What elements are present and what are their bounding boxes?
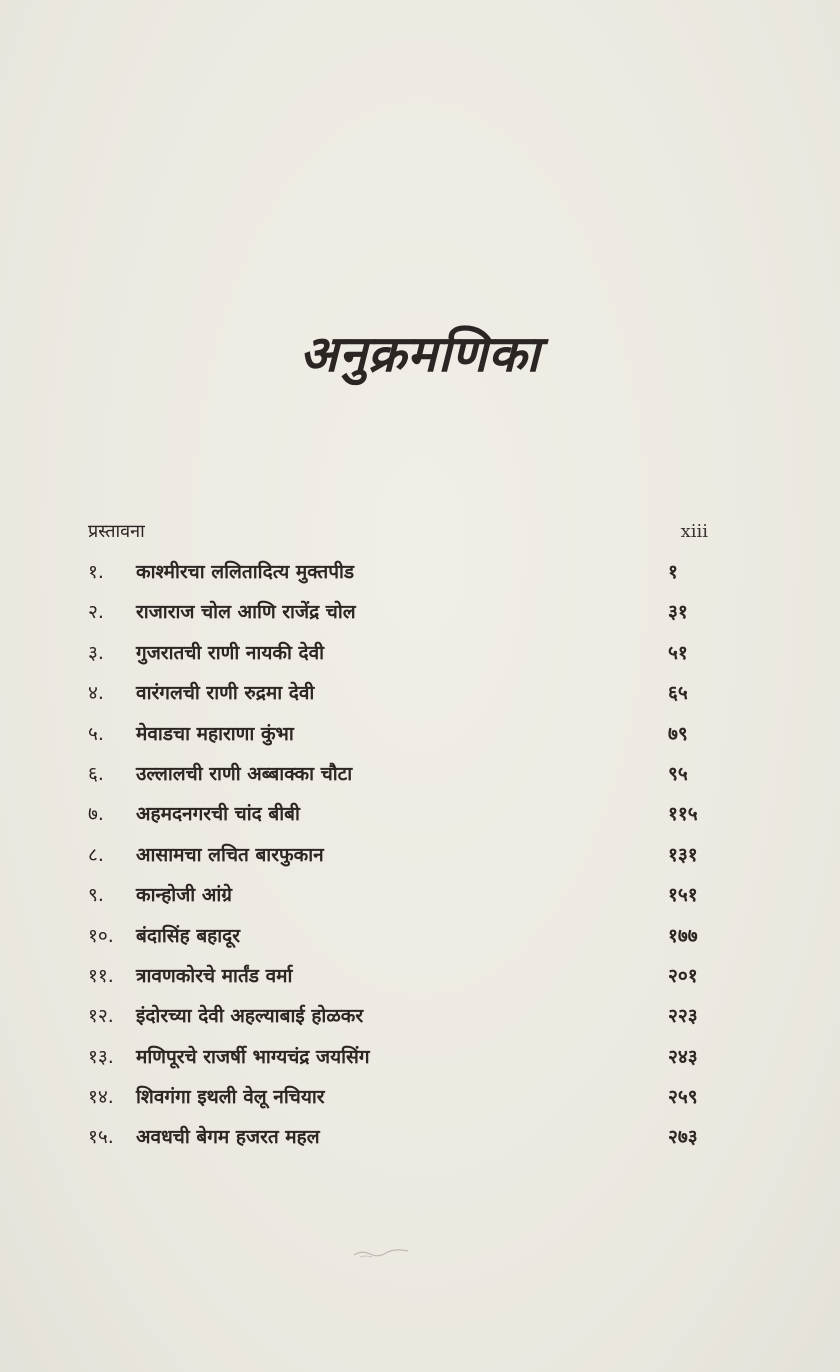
entry-page-number: ६५ bbox=[668, 682, 688, 705]
entry-title: इंदोरच्या देवी अहल्याबाई होळकर bbox=[136, 1005, 364, 1028]
ink-smudge bbox=[352, 1246, 410, 1260]
toc-entry[interactable] bbox=[88, 1037, 722, 1077]
entry-title: मणिपूरचे राजर्षी भाग्यचंद्र जयसिंग bbox=[136, 1045, 370, 1068]
entry-number: २. bbox=[88, 601, 104, 624]
entry-number: ८. bbox=[88, 843, 104, 866]
toc-entry[interactable] bbox=[88, 1077, 722, 1117]
preface-page-number: xiii bbox=[680, 521, 708, 542]
toc-entry[interactable] bbox=[88, 996, 722, 1036]
toc-entry[interactable] bbox=[88, 592, 722, 632]
entry-number: १३. bbox=[88, 1045, 114, 1068]
entry-page-number: २२३ bbox=[668, 1005, 698, 1028]
entry-title: वारंगलची राणी रुद्रमा देवी bbox=[136, 682, 315, 705]
toc-entry[interactable] bbox=[88, 552, 722, 592]
toc-entry[interactable] bbox=[88, 754, 722, 794]
entry-title: अवधची बेगम हजरत महल bbox=[136, 1126, 320, 1149]
toc-entry[interactable] bbox=[88, 835, 722, 875]
entry-number: ६. bbox=[88, 762, 104, 785]
page-title: अनुक्रमणिका bbox=[299, 324, 541, 383]
entry-number: ३. bbox=[88, 641, 104, 664]
entry-title: उल्लालची राणी अब्बाक्का चौटा bbox=[136, 762, 353, 785]
toc-entry[interactable] bbox=[88, 714, 722, 754]
entry-page-number: २०१ bbox=[668, 964, 698, 987]
entry-title: राजाराज चोल आणि राजेंद्र चोल bbox=[136, 601, 356, 624]
entry-page-number: २४३ bbox=[668, 1045, 698, 1068]
entry-page-number: १७७ bbox=[668, 924, 698, 947]
entry-title: मेवाडचा महाराणा कुंभा bbox=[136, 722, 294, 745]
entry-page-number: १३१ bbox=[668, 843, 698, 866]
entry-title: काश्मीरचा ललितादित्य मुक्तपीड bbox=[136, 561, 355, 583]
entry-number: ७. bbox=[88, 803, 104, 826]
toc-entry[interactable] bbox=[88, 1117, 722, 1157]
entry-title: गुजरातची राणी नायकी देवी bbox=[136, 641, 325, 664]
entry-page-number: ७९ bbox=[668, 722, 688, 745]
entry-number: १. bbox=[88, 561, 104, 583]
entry-page-number: १५१ bbox=[668, 884, 698, 907]
entry-page-number: ९५ bbox=[668, 762, 688, 785]
entry-number: १०. bbox=[88, 924, 114, 947]
entry-title: बंदासिंह बहादूर bbox=[136, 924, 241, 947]
entry-number: ११. bbox=[88, 964, 114, 987]
toc-preface-row[interactable] bbox=[88, 512, 722, 552]
entry-number: ४. bbox=[88, 682, 104, 705]
toc-entry[interactable] bbox=[88, 956, 722, 996]
entry-number: ९. bbox=[88, 884, 104, 907]
toc-entry[interactable] bbox=[88, 633, 722, 673]
entry-title: आसामचा लचित बारफुकान bbox=[136, 843, 324, 866]
entry-page-number: १ bbox=[668, 561, 678, 583]
entry-number: ५. bbox=[88, 722, 104, 745]
entry-title: त्रावणकोरचे मार्तंड वर्मा bbox=[136, 964, 293, 987]
toc-entry[interactable] bbox=[88, 875, 722, 915]
entry-number: १५. bbox=[88, 1126, 114, 1149]
entry-page-number: ११५ bbox=[668, 803, 698, 826]
toc-entry[interactable] bbox=[88, 794, 722, 834]
entry-title: शिवगंगा इथली वेलू नचियार bbox=[136, 1086, 325, 1109]
entry-title: अहमदनगरची चांद बीबी bbox=[136, 803, 300, 826]
entry-page-number: ३१ bbox=[668, 601, 688, 624]
entry-number: १४. bbox=[88, 1086, 114, 1109]
entry-page-number: २७३ bbox=[668, 1126, 698, 1149]
entry-number: १२. bbox=[88, 1005, 114, 1028]
entry-title: कान्होजी आंग्रे bbox=[136, 884, 232, 907]
toc-entry[interactable] bbox=[88, 673, 722, 713]
entry-page-number: ५१ bbox=[668, 641, 688, 664]
table-of-contents bbox=[88, 512, 722, 1158]
preface-label: प्रस्तावना bbox=[88, 521, 145, 542]
entry-page-number: २५९ bbox=[668, 1086, 698, 1109]
toc-entry[interactable] bbox=[88, 916, 722, 956]
